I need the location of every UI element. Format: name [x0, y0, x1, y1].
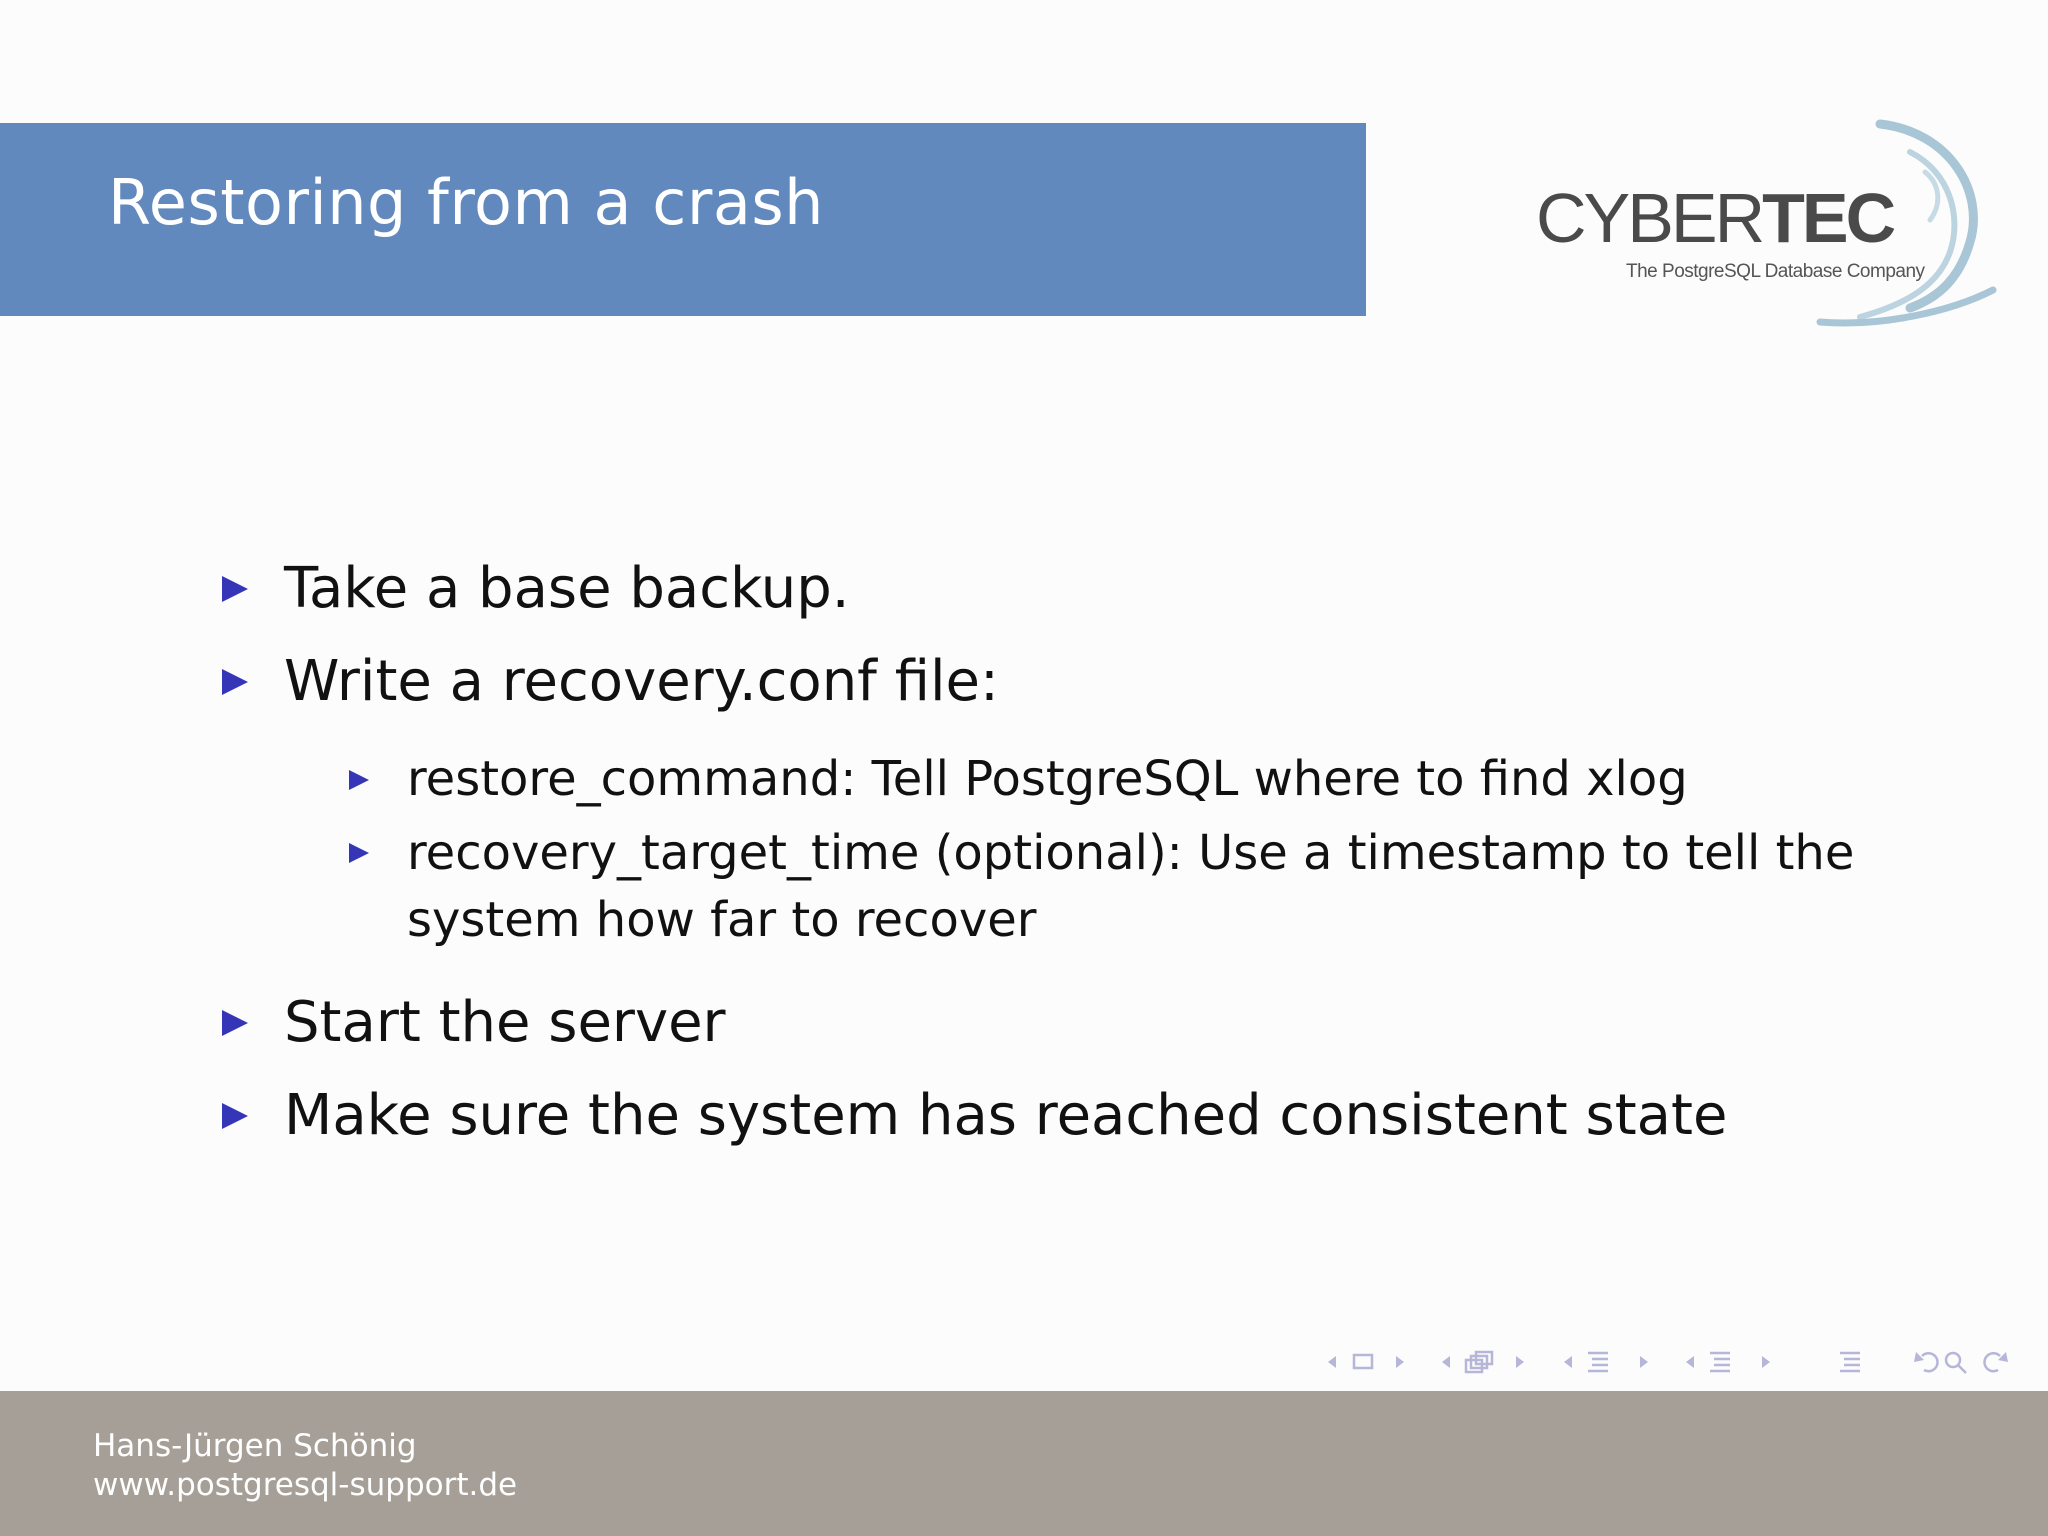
logo-tagline: The PostgreSQL Database Company [1626, 261, 1925, 282]
bullet-marker-icon [222, 1103, 248, 1129]
nav-undo-icon[interactable] [1922, 1353, 1938, 1371]
footer-website[interactable]: www.postgresql-support.de [93, 1467, 518, 1503]
nav-section-back-icon[interactable] [1564, 1356, 1572, 1368]
logo-brand-light: CYBER [1536, 179, 1763, 257]
slide-title: Restoring from a crash [108, 166, 824, 239]
list-item: Start the server [284, 990, 726, 1055]
sub-list-item: restore_command: Tell PostgreSQL where to find xlog [407, 751, 1688, 807]
logo-brand-bold: TEC [1762, 179, 1894, 257]
nav-redo-icon[interactable] [1984, 1353, 2000, 1371]
footer-author: Hans-Jürgen Schönig [93, 1428, 417, 1464]
navigation-bar [1310, 1342, 2040, 1382]
bullet-marker-icon [222, 1010, 248, 1036]
nav-doc-forward-icon[interactable] [1762, 1356, 1770, 1368]
nav-section-forward-icon[interactable] [1640, 1356, 1648, 1368]
nav-frame-forward-icon[interactable] [1396, 1356, 1404, 1368]
list-item: Make sure the system has reached consistent state [284, 1083, 1728, 1148]
nav-subsection-forward-icon[interactable] [1516, 1356, 1524, 1368]
list-item: Take a base backup. [284, 556, 850, 621]
nav-section-icon[interactable] [1588, 1353, 1608, 1371]
nav-subsection-back-icon[interactable] [1442, 1356, 1450, 1368]
nav-doc-back-icon[interactable] [1686, 1356, 1694, 1368]
nav-frame-icon[interactable] [1354, 1355, 1372, 1368]
sub-list-item: recovery_target_time (optional): Use a timestamp to tell the [407, 825, 1855, 881]
nav-search-icon[interactable] [1946, 1353, 1966, 1373]
nav-doc-icon[interactable] [1710, 1353, 1730, 1371]
sub-bullet-marker-icon [349, 770, 369, 790]
nav-appendix-icon[interactable] [1840, 1353, 1860, 1371]
nav-frame-back-icon[interactable] [1328, 1356, 1336, 1368]
nav-redo-arrowhead-icon [1998, 1352, 2008, 1362]
bullet-marker-icon [222, 576, 248, 602]
nav-undo-arrowhead-icon [1914, 1352, 1924, 1362]
footer [0, 1391, 2048, 1536]
list-item: Write a recovery.conf file: [284, 649, 999, 714]
nav-subsection-icon[interactable] [1466, 1352, 1492, 1372]
sub-bullet-marker-icon [349, 843, 369, 863]
sub-list-item-continuation: system how far to recover [407, 892, 1037, 948]
bullet-marker-icon [222, 669, 248, 695]
